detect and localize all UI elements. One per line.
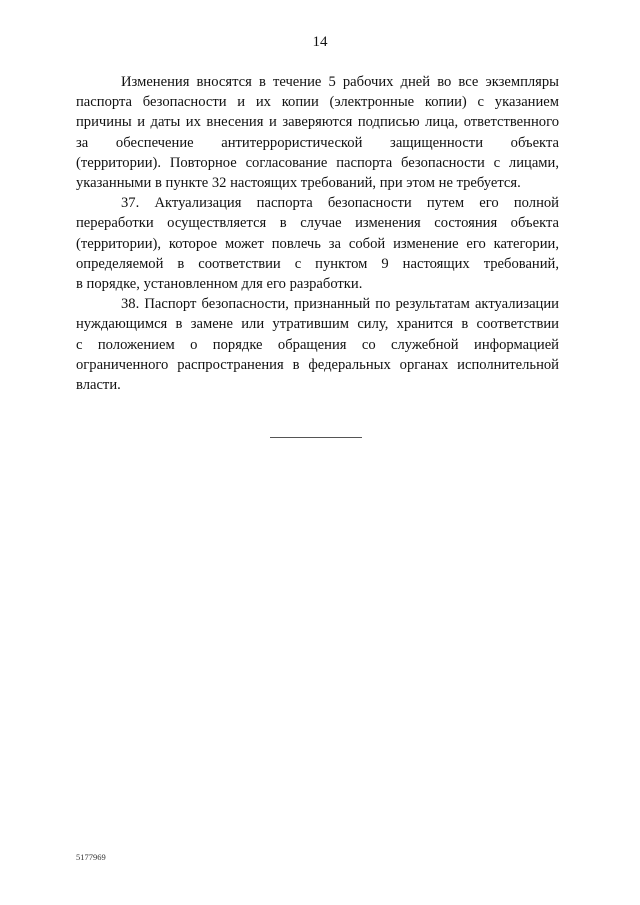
- text-line: в порядке, установленном для его разработки.: [76, 276, 363, 293]
- text-line: Изменения вносятся в течение 5 рабочих дней во все экземпляры: [121, 74, 559, 90]
- text-line: 38. Паспорт безопасности, признанный по результатам актуализации: [121, 296, 559, 313]
- paragraph-38: [76, 294, 559, 395]
- text-line: паспорта безопасности и их копии (электронные копии) с указанием: [76, 94, 559, 111]
- text-line: с положением о порядке обращения со служебной информацией: [76, 336, 559, 353]
- text-line: указанными в пункте 32 настоящих требований, при этом не требуется.: [76, 175, 521, 192]
- end-separator-line: [270, 437, 362, 438]
- text-line: причины и даты их внесения и заверяются подписью лица, ответственного: [76, 114, 559, 131]
- paragraph-amendments: [76, 72, 559, 193]
- text-line: ограниченного распространения в федеральных органах исполнительной: [76, 356, 559, 373]
- paragraph-37: [76, 193, 559, 294]
- document-body: [76, 72, 559, 395]
- page-number: 14: [312, 34, 328, 50]
- text-line: определяемой в соответствии с пунктом 9 настоящих требований,: [76, 255, 559, 272]
- text-line: нуждающимся в замене или утратившим силу, хранится в соответствии: [76, 316, 559, 333]
- text-line: 37. Актуализация паспорта безопасности путем его полной: [121, 195, 559, 212]
- text-line: (территории). Повторное согласование паспорта безопасности с лицами,: [76, 154, 559, 171]
- text-line: за обеспечение антитеррористической защищенности объекта: [76, 134, 559, 151]
- document-code: 5177969: [76, 852, 106, 862]
- text-line: (территории), которое может повлечь за собой изменение его категории,: [76, 235, 559, 252]
- text-line: переработки осуществляется в случае изменения состояния объекта: [76, 215, 559, 232]
- text-line: власти.: [76, 377, 121, 394]
